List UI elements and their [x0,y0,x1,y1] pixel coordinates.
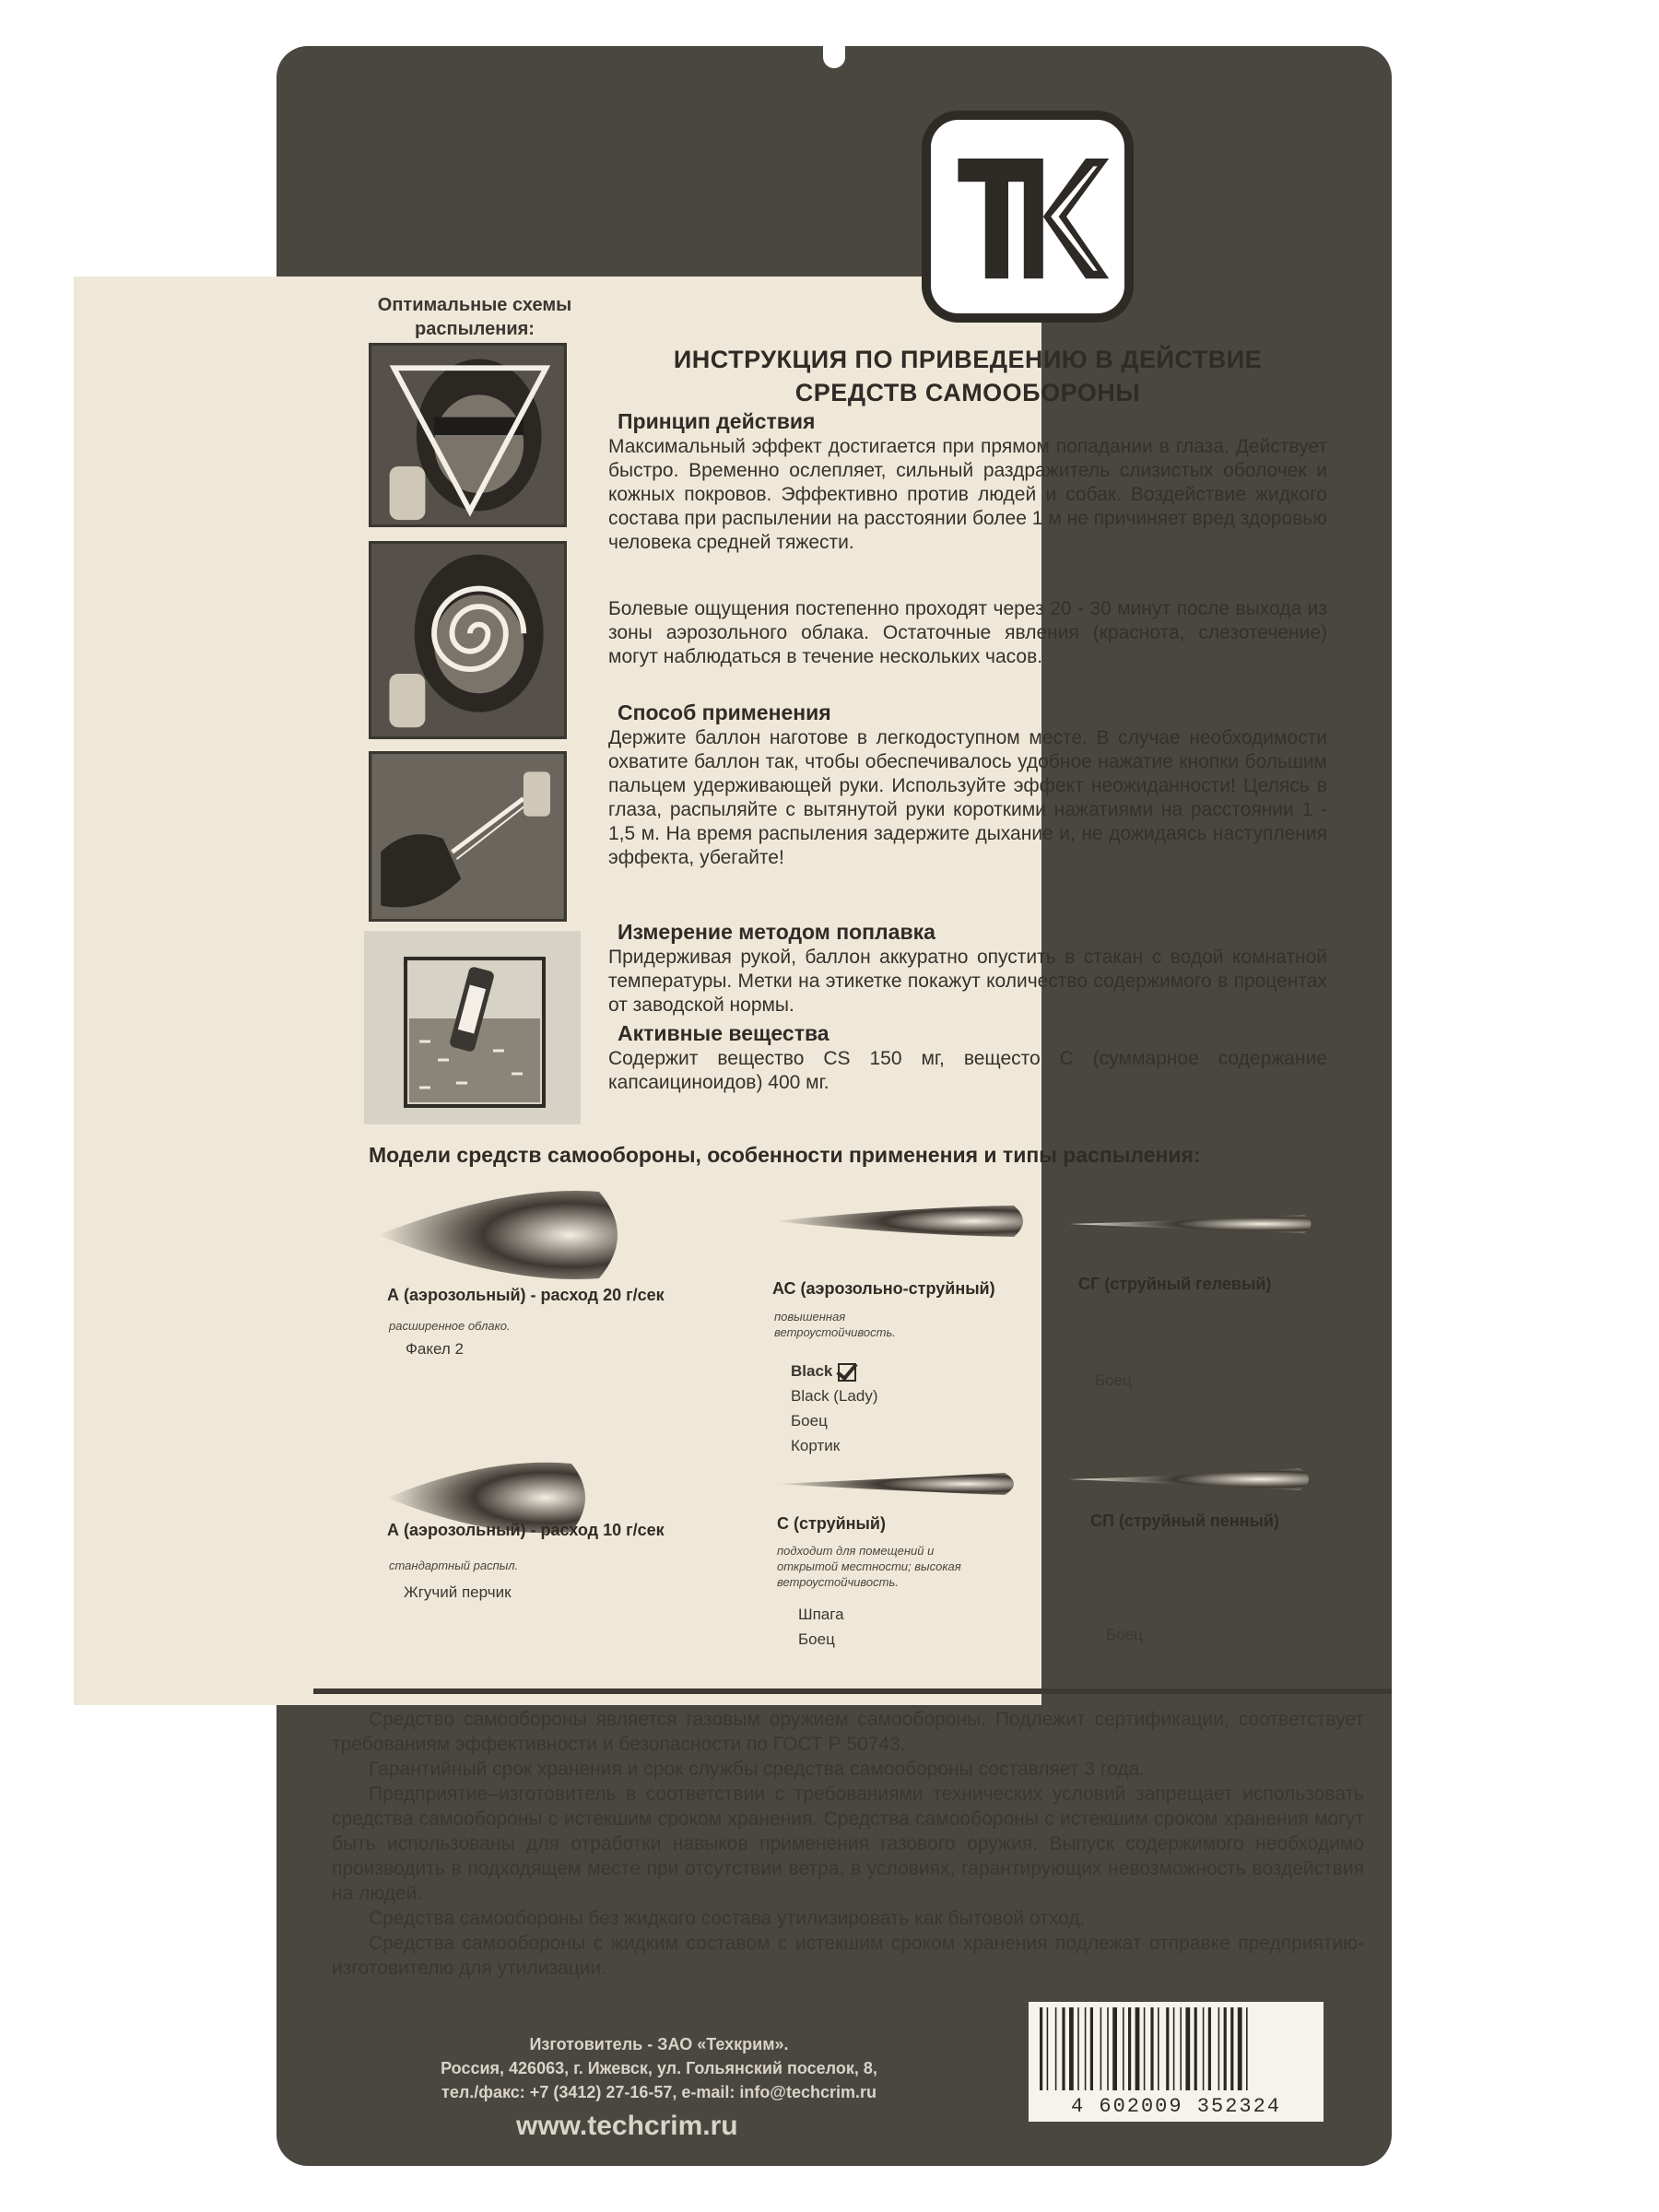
product-item: Боец [798,1630,835,1648]
product-item: Жгучий перчик [404,1583,512,1601]
spray-shape-s [774,1465,1023,1502]
barcode-bar [1077,2007,1079,2090]
barcode-bar [1173,2007,1175,2090]
barcode-bar [1112,2007,1117,2090]
checkmark-icon [838,1363,856,1382]
barcode-bar [1107,2007,1109,2090]
section-heading-active: Активные вещества [618,1021,830,1045]
models-heading: Модели средств самообороны, особенности применения и типы распыления: [369,1143,1201,1167]
product-item: Кортик [791,1437,841,1454]
manufacturer-address: Россия, 426063, г. Ижевск, ул. Гольянский поселок, 8, [441,2059,877,2077]
manufacturer-info [369,2032,949,2104]
model-title-sp: СП (струйный пенный) [1090,1512,1279,1530]
barcode-bar [1144,2007,1146,2090]
barcode-bars [1038,2007,1314,2090]
scheme-panel-float-test [364,931,581,1124]
instruction-title-line1: ИНСТРУКЦИЯ ПО ПРИВЕДЕНИЮ В ДЕЙСТВИЕ [673,346,1263,373]
hang-hole [823,46,845,68]
barcode-bar [1238,2007,1242,2090]
model-products-ac [791,1359,877,1458]
model-title-ac: АС (аэрозольно-струйный) [772,1279,995,1298]
model-note-a10: стандартный распыл. [389,1559,519,1572]
section-paragraph-principle-1: Максимальный эффект достигается при прямом попадании в глаза. Действует быстро. Временно ослепляет, сильный раздражитель слизистых оболочек и кожных покровов. Эффективно против людей и собак. Воздействие жидкого состава при распылении на расстоянии более 1 м не причиняет вред здоровью человека средней тяжести. [608,436,1327,553]
legal-paragraph: Гарантийный срок хранения и срок службы средства самообороны составляет 3 года. [369,1759,1146,1780]
legal-paragraph: Средство самообороны является газовым оружием самообороны. Подлежит сертификации, соответствует требованиям эффективности и безопасности по ГОСТ Р 50743. [332,1709,1364,1755]
barcode-bar [1128,2007,1131,2090]
barcode-bar [1218,2007,1220,2090]
barcode-bar [1047,2007,1049,2090]
legal-text [332,1707,1364,1981]
product-item-checked: Black [791,1362,833,1380]
spray-shape-sp [1069,1461,1318,1498]
section-heading-usage: Способ применения [618,700,831,724]
barcode-bar [1135,2007,1140,2090]
model-note-s: подходит для помещений и открытой местности; высокая ветроустойчивость. [777,1544,961,1589]
barcode-bar [1166,2007,1169,2090]
product-item: Боец [1095,1371,1132,1389]
barcode-bar [1069,2007,1074,2090]
section-paragraph-active: Содержит вещество CS 150 мг, вещесто С (суммарное содержание капсаициноидов) 400 мг. [608,1048,1327,1093]
barcode-bar [1055,2007,1057,2090]
barcode-bar [1185,2007,1190,2090]
model-products-a10 [404,1580,512,1605]
website-link[interactable]: www.techcrim.ru [516,2111,738,2141]
product-item: Боец [791,1412,828,1430]
legal-paragraph: Средства самообороны с жидким составом с истекшим сроком хранения подлежат отправке предприятию-изготовителю для утилизации. [332,1933,1364,1979]
section-heading-float: Измерение методом поплавка [618,920,935,944]
model-title-s: С (струйный) [777,1514,886,1533]
barcode-bar [1194,2007,1197,2090]
manufacturer-contacts: тел./факс: +7 (3412) 27-16-57, e-mail: info@techcrim.ru [441,2083,877,2101]
barcode-bar [1180,2007,1182,2090]
model-note-a20: расширенное облако. [389,1319,511,1333]
barcode [1029,2002,1324,2122]
scheme-panel-triangle [369,343,567,527]
barcode-bar [1123,2007,1124,2090]
barcode-bar [1208,2007,1211,2090]
schemes-title: Оптимальные схемы распыления: [377,295,572,339]
barcode-bar [1158,2007,1159,2090]
barcode-bar [1203,2007,1205,2090]
barcode-bar [1090,2007,1093,2090]
barcode-bar [1150,2007,1153,2090]
model-title-a10: А (аэрозольный) - расход 10 г/сек [387,1521,665,1539]
model-note-ac: повышенная ветроустойчивость. [774,1310,896,1339]
product-item: Боец [1106,1626,1143,1643]
section-heading-principle: Принцип действия [618,409,816,433]
spray-shape-a20 [378,1184,636,1286]
section-paragraph-float: Придерживая рукой, баллон аккуратно опустить в стакан с водой комнатной температуры. Метки на этикетке покажут количество содержимого в процентах от заводской нормы. [608,947,1327,1016]
instruction-title-line2: СРЕДСТВ САМООБОРОНЫ [794,379,1141,406]
barcode-number: 4 602009 352324 [1070,2095,1282,2118]
legal-paragraph: Средства самообороны без жидкого состава утилизировать как бытовой отход. [369,1908,1086,1929]
product-item: Факел 2 [406,1340,464,1358]
section-divider [313,1688,1392,1694]
product-item: Black (Lady) [791,1387,878,1405]
barcode-bar [1224,2007,1227,2090]
section-paragraph-principle-2: Болевые ощущения постепенно проходят через 20 - 30 минут после выхода из зоны аэрозольного облака. Остаточные явления (краснота, слезотечение) могут наблюдаться в течение нескольких часов. [608,598,1327,667]
barcode-bar [1040,2007,1042,2090]
legal-paragraph: Предприятие–изготовитель в соответствии с требованиями технических условий запрещает использовать средства самообороны с истекшим сроком хранения. Средства самообороны с истекшим сроком хранения могут быть использованы для отработки навыков применения газового оружия. Выпуск содержимого необходимо производить в подходящем месте при отсутствии ветра, в условиях, гарантирующих невозможность воздействия на людей. [332,1783,1364,1904]
instruction-title [645,343,1290,409]
model-products-sg [1095,1368,1132,1393]
barcode-bar [1062,2007,1065,2090]
manufacturer-name: Изготовитель - ЗАО «Техкрим». [529,2035,789,2053]
model-products-a20 [406,1336,464,1361]
model-note-sg: подходит для помещений и открытой местности; высокая ветроустойчивость. [1080,1305,1302,1350]
model-title-sg: СГ (струйный гелевый) [1078,1275,1272,1293]
tk-logo [922,111,1134,323]
model-title-a20: А (аэрозольный) - расход 20 г/сек [387,1286,665,1304]
product-item: Шпага [798,1606,844,1623]
model-products-sp [1106,1622,1143,1647]
spray-shape-ac [774,1198,1032,1244]
barcode-bar [1085,2007,1087,2090]
scheme-panel-dog [369,751,567,922]
scheme-panel-spiral [369,541,567,739]
model-note-sp: подходит для помещений и открытой местности; высокая ветроустойчивость; вспенивается на объекте воздействия. [1090,1538,1335,1583]
spray-shape-sg [1069,1207,1318,1241]
barcode-bar [1246,2007,1248,2090]
model-products-s [798,1602,844,1652]
barcode-bar [1100,2007,1102,2090]
barcode-bar [1230,2007,1233,2090]
section-paragraph-usage: Держите баллон наготове в легкодоступном месте. В случае необходимости охватите баллон так, чтобы обеспечивалось удобное нажатие кнопки большим пальцем удерживающей руки. Используйте эффект неожиданности! Целясь в глаза, распыляйте с вытянутой руки короткими нажатиями на расстоянии 1 - 1,5 м. На время распыления задержите дыхание и, не дожидаясь наступления эффекта, убегайте! [608,727,1327,868]
